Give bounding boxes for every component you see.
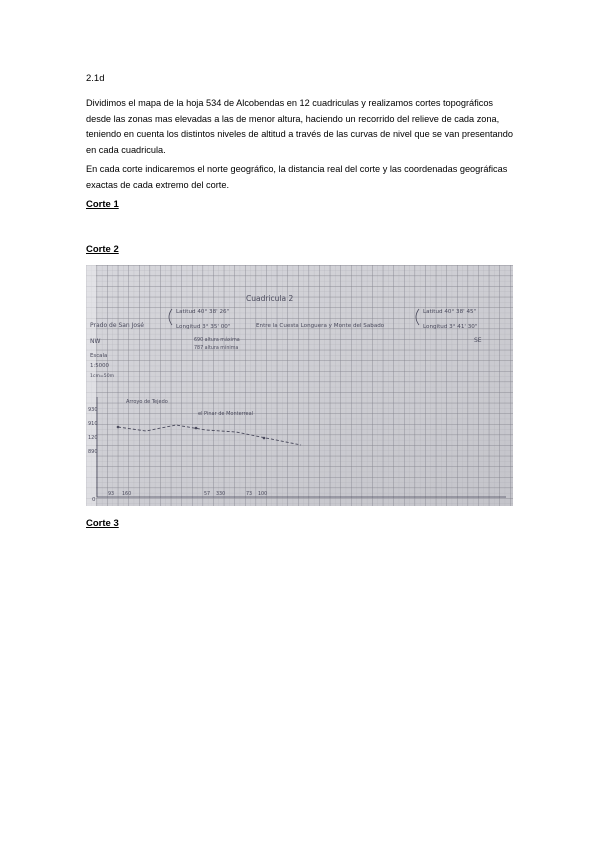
middle-text: Entre la Cuesta Longuera y Monte del Sabado (256, 323, 385, 329)
y-tick-930: 930 (88, 407, 98, 413)
y-tick-910: 910 (88, 421, 98, 427)
profile-point-end (263, 437, 266, 440)
heading-corte-3: Corte 3 (86, 518, 119, 529)
annotation-pinar: el Pinar de Monterreal (198, 411, 254, 417)
south-east: SE (474, 337, 482, 344)
note-min: 787 altura mínima (194, 346, 239, 351)
graph-paper-photo (86, 265, 513, 506)
x-tick-5: 73 (246, 492, 253, 497)
paper-edge (86, 265, 96, 506)
profile-point-start (117, 426, 120, 429)
x-tick-2: 160 (122, 492, 132, 497)
major-grid (86, 265, 513, 506)
annotation-arroyo: Arroyo de Tejedo (126, 399, 168, 405)
y-tick-890: 890 (88, 449, 98, 455)
scale-units: 1cm=50m (90, 374, 115, 379)
origin-zero: 0 (92, 497, 96, 503)
section-number: 2.1d (86, 73, 105, 84)
y-tick-120: 120 (88, 435, 98, 441)
method-paragraph: En cada corte indicaremos el norte geográfico, la distancia real del corte y las coordenadas geográficas exactas de cada extremo del corte. (86, 164, 508, 190)
heading-corte-1: Corte 1 (86, 199, 119, 210)
lat-left: Latitud 40° 38' 26" (176, 309, 230, 315)
note-max: 690 altura máxima (194, 338, 240, 343)
intro-paragraph: Dividimos el mapa de la hoja 534 de Alcobendas en 12 cuadriculas y realizamos cortes topográficos desde las zonas mas elevadas a las de menor altura, haciendo un recorrido del relieve de cada zona, teniendo en cuenta los distintos niveles de altitud a través de las curvas de nivel que se van presentando en cada cuadricula. (86, 98, 513, 155)
north-west: NW (90, 338, 101, 345)
scale-label: Escala (90, 353, 108, 359)
lon-left: Longitud 3° 35' 00" (176, 324, 231, 330)
x-tick-1: 93 (108, 492, 115, 497)
heading-corte-2: Corte 2 (86, 244, 119, 255)
left-place: Prado de San José (90, 322, 144, 329)
x-tick-3: 57 (204, 492, 211, 497)
lat-right: Latitud 40° 38' 45" (423, 309, 477, 315)
photo-title: Cuadricula 2 (246, 294, 294, 303)
x-tick-6: 100 (258, 492, 268, 497)
scale-value: 1:5000 (90, 363, 109, 369)
profile-point-mid (195, 427, 198, 430)
graph-paper-svg (86, 265, 513, 506)
x-tick-4: 330 (216, 492, 226, 497)
lon-right: Longitud 3° 41' 30" (423, 324, 478, 330)
